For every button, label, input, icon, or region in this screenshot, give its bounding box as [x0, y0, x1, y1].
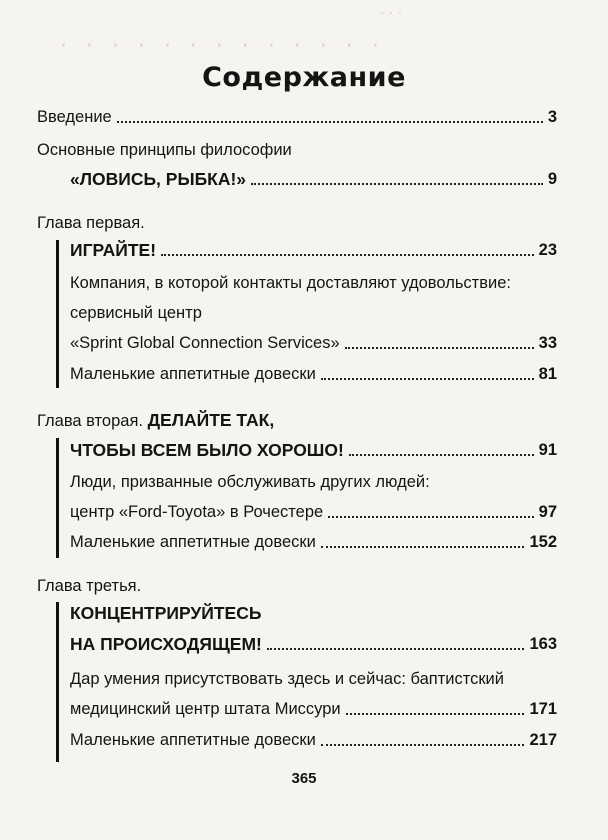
toc-page-number: 9 — [547, 170, 557, 188]
toc-page-number: 97 — [538, 503, 557, 521]
dot-leader — [267, 648, 525, 650]
toc-entry-title: «Sprint Global Connection Services» — [70, 334, 340, 352]
chapter-label: Глава первая. — [37, 214, 145, 232]
dot-leader — [346, 713, 525, 715]
dot-leader — [321, 378, 534, 380]
chapter-bracket — [56, 240, 59, 388]
toc-page-number: 152 — [529, 533, 557, 551]
page-number: 365 — [291, 770, 317, 787]
page-title: Содержание — [202, 62, 406, 93]
toc-subentry-line: сервисный центр — [70, 304, 202, 322]
toc-subentry-line: Люди, призванные обслуживать других людей: — [70, 473, 430, 491]
dot-leader — [161, 254, 534, 256]
toc-entry-title: Маленькие аппетитные довески — [70, 365, 316, 383]
chapter-label: Глава третья. — [37, 577, 142, 595]
chapter-heading: ЧТОБЫ ВСЕМ БЫЛО ХОРОШО! — [70, 440, 344, 460]
chapter-heading: ИГРАЙТЕ! — [70, 240, 157, 260]
toc-page-number: 3 — [547, 108, 557, 126]
toc-subentry-extras — [70, 364, 557, 384]
toc-page-number: 163 — [529, 635, 557, 653]
toc-entry-title: Маленькие аппетитные довески — [70, 731, 316, 749]
dot-leader — [349, 454, 534, 456]
chapter-bracket — [56, 438, 59, 558]
dot-leader — [251, 183, 543, 185]
toc-page-number: 171 — [529, 700, 557, 718]
dot-leader — [321, 744, 525, 746]
toc-page-number: 23 — [538, 241, 557, 259]
dot-leader — [321, 546, 525, 548]
dot-leader — [117, 121, 543, 123]
toc-subentry-line: Дар умения присутствовать здесь и сейчас: баптистский — [70, 670, 504, 688]
show-through-text: · · · · · · · · · · · · · — [60, 34, 385, 59]
chapter-heading: КОНЦЕНТРИРУЙТЕСЬ — [70, 603, 262, 623]
chapter-heading: ДЕЛАЙТЕ ТАК, — [147, 410, 275, 430]
chapter-label: Глава вторая. — [37, 412, 143, 430]
toc-entry-title: Введение — [37, 108, 112, 126]
toc-entry-ch3 — [70, 634, 557, 654]
toc-entry-principles-line1: Основные принципы философии — [37, 141, 292, 159]
dot-leader — [328, 516, 533, 518]
toc-subentry-extras — [70, 730, 557, 750]
toc-entry-intro — [37, 107, 557, 127]
toc-page-number: 91 — [538, 441, 557, 459]
toc-page-number: 33 — [538, 334, 557, 352]
toc-subentry-ford — [70, 502, 557, 522]
chapter-bracket — [56, 602, 59, 762]
show-through-text: · · · — [380, 6, 403, 22]
chapter-heading: НА ПРОИСХОДЯЩЕМ! — [70, 634, 262, 654]
toc-entry-title: «ЛОВИСЬ, РЫБКА!» — [70, 169, 247, 189]
toc-page-number: 217 — [529, 731, 557, 749]
toc-entry-principles — [70, 169, 557, 189]
toc-subentry-extras — [70, 532, 557, 552]
toc-entry-title: медицинский центр штата Миссури — [70, 700, 341, 718]
toc-entry-ch1 — [70, 240, 557, 260]
toc-page-number: 81 — [538, 365, 557, 383]
chapter-label-row — [37, 410, 274, 431]
toc-subentry-sprint — [70, 333, 557, 353]
dot-leader — [345, 347, 534, 349]
toc-subentry-missouri — [70, 699, 557, 719]
toc-entry-ch2 — [70, 440, 557, 460]
toc-entry-title: центр «Ford-Toyota» в Рочестере — [70, 503, 324, 521]
toc-entry-title: Маленькие аппетитные довески — [70, 533, 316, 551]
toc-subentry-line: Компания, в которой контакты доставляют удовольствие: — [70, 274, 511, 292]
